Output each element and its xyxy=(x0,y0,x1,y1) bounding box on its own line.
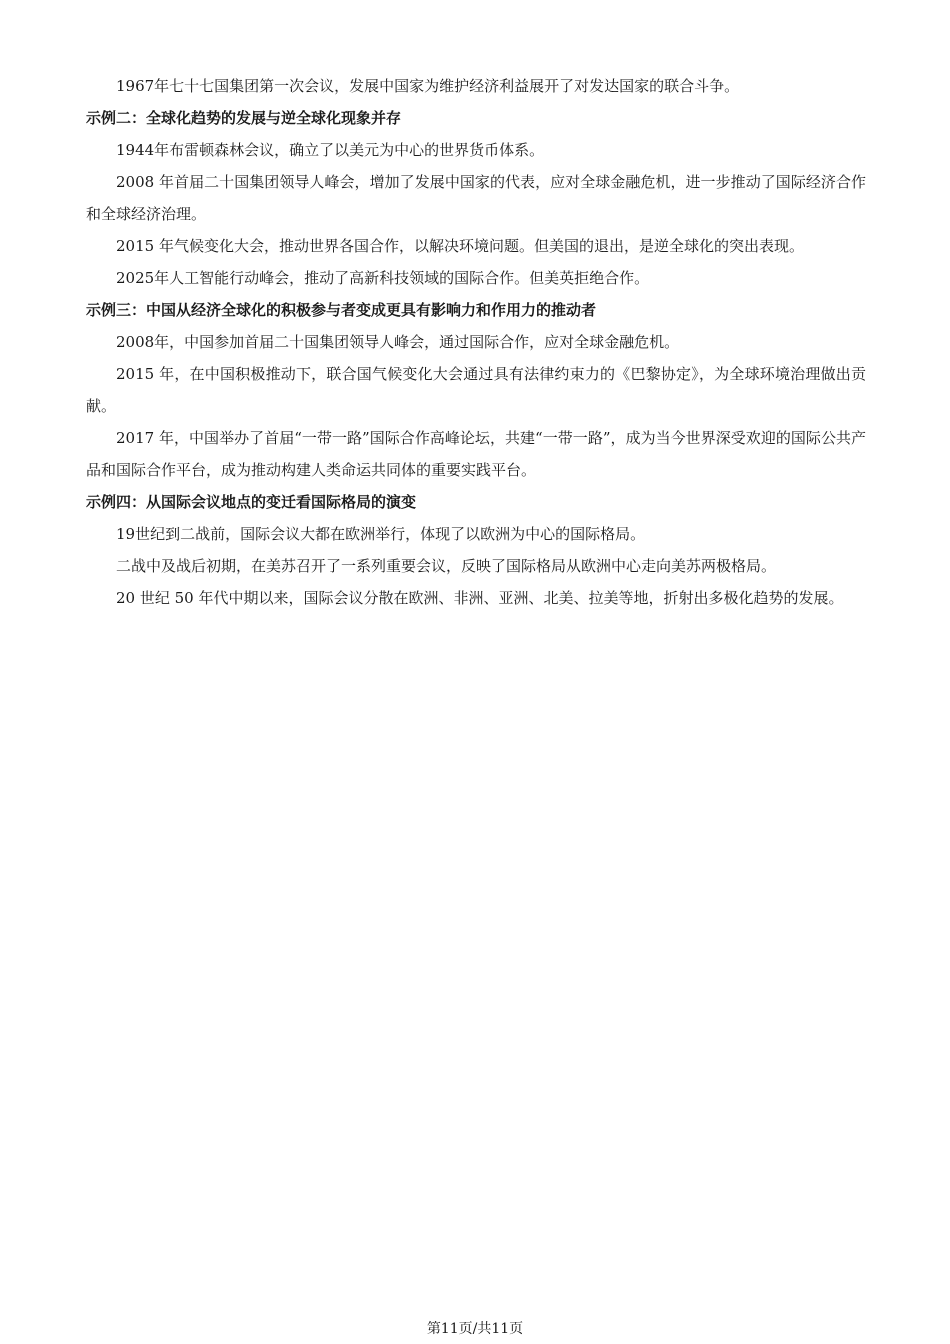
paragraph-19th-century: 19世纪到二战前，国际会议大都在欧洲举行，体现了以欧洲为中心的国际格局。 xyxy=(116,525,646,543)
paragraph-2025-ai: 2025年人工智能行动峰会，推动了高新科技领域的国际合作。但美英拒绝合作。 xyxy=(116,269,650,287)
paragraph-1967: 1967年七十七国集团第一次会议，发展中国家为维护经济利益展开了对发达国家的联合斗争。 xyxy=(116,77,740,95)
heading-example-2: 示例二：全球化趋势的发展与逆全球化现象并存 xyxy=(86,109,402,127)
paragraph-1950s: 20 世纪 50 年代中期以来，国际会议分散在欧洲、非洲、亚洲、北美、拉美等地，折射出多极化趋势的发展。 xyxy=(116,589,844,607)
paragraph-2008-china: 2008年，中国参加首届二十国集团领导人峰会，通过国际合作，应对全球金融危机。 xyxy=(116,333,680,351)
paragraph-2017-belt-road: 2017 年，中国举办了首届“一带一路”国际合作高峰论坛，共建“一带一路”，成为当今世界深受欢迎的国际公共产品和国际合作平台，成为推动构建人类命运共同体的重要实践平台。 xyxy=(86,429,866,479)
heading-example-3: 示例三：中国从经济全球化的积极参与者变成更具有影响力和作用力的推动者 xyxy=(86,301,597,319)
paragraph-1944: 1944年布雷顿森林会议，确立了以美元为中心的世界货币体系。 xyxy=(116,141,545,159)
paragraph-2015-climate: 2015 年气候变化大会，推动世界各国合作，以解决环境问题。但美国的退出，是逆全球化的突出表现。 xyxy=(116,237,804,255)
paragraph-wwii: 二战中及战后初期，在美苏召开了一系列重要会议，反映了国际格局从欧洲中心走向美苏两极格局。 xyxy=(116,557,777,575)
paragraph-2008-g20: 2008 年首届二十国集团领导人峰会，增加了发展中国家的代表，应对全球金融危机，进一步推动了国际经济合作和全球经济治理。 xyxy=(86,173,866,223)
heading-example-4: 示例四：从国际会议地点的变迁看国际格局的演变 xyxy=(86,493,417,511)
page-number-footer: 第11页/共11页 xyxy=(426,1321,524,1337)
paragraph-2015-paris: 2015 年，在中国积极推动下，联合国气候变化大会通过具有法律约束力的《巴黎协定》，为全球环境治理做出贡献。 xyxy=(86,365,866,415)
document-body xyxy=(86,70,866,614)
